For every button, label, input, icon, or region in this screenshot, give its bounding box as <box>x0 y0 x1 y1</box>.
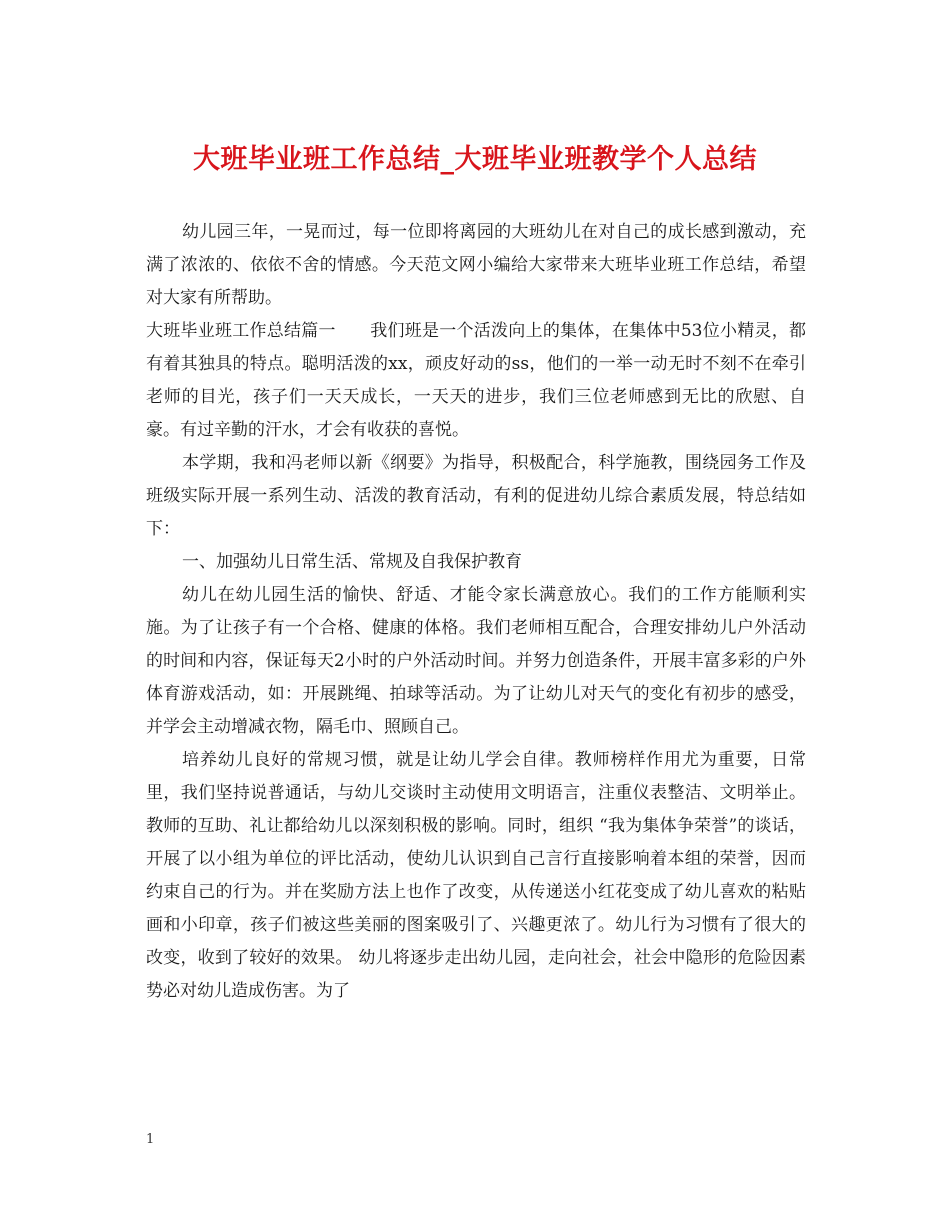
document-title: 大班毕业班工作总结_大班毕业班教学个人总结 <box>193 144 757 175</box>
paragraph-section-one: 大班毕业班工作总结篇一 我们班是一个活泼向上的集体，在集体中53位小精灵，都有着其独具的特点。聪明活泼的xx，顽皮好动的ss，他们的一举一动无时不刻不在牵引老师的目光，孩子们一天天成长，一天天的进步，我们三位老师感到无比的欣慰、自豪。有过辛勤的汗水，才会有收获的喜悦。 <box>146 321 806 440</box>
section-heading: 一、加强幼儿日常生活、常规及自我保护教育 <box>182 552 522 572</box>
document-body <box>146 216 806 1008</box>
paragraph-semester: 本学期，我和冯老师以新《纲要》为指导，积极配合，科学施教，围绕园务工作及班级实际开展一系列生动、活泼的教育活动，有利的促进幼儿综合素质发展，特总结如下： <box>146 453 806 539</box>
paragraph-daily-life: 幼儿在幼儿园生活的愉快、舒适、才能令家长满意放心。我们的工作方能顺利实施。为了让孩子有一个合格、健康的体格。我们老师相互配合，合理安排幼儿户外活动的时间和内容，保证每天2小时的户外活动时间。并努力创造条件，开展丰富多彩的户外体育游戏活动，如：开展跳绳、拍球等活动。为了让幼儿对天气的变化有初步的感受，并学会主动增减衣物，隔毛巾、照顾自己。 <box>146 585 806 737</box>
page-number: 1 <box>146 1132 155 1147</box>
paragraph-intro: 幼儿园三年，一晃而过，每一位即将离园的大班幼儿在对自己的成长感到激动，充满了浓浓的、依依不舍的情感。今天范文网小编给大家带来大班毕业班工作总结，希望对大家有所帮助。 <box>146 222 806 308</box>
paragraph-habits: 培养幼儿良好的常规习惯，就是让幼儿学会自律。教师榜样作用尤为重要，日常里，我们坚持说普通话，与幼儿交谈时主动使用文明语言，注重仪表整洁、文明举止。教师的互助、礼让都给幼儿以深刻积极的影响。同时，组织 “我为集体争荣誉”的谈话，开展了以小组为单位的评比活动，使幼儿认识到自己言行直接影响着本组的荣誉，因而约束自己的行为。并在奖励方法上也作了改变，从传递送小红花变成了幼儿喜欢的粘贴画和小印章，孩子们被这些美丽的图案吸引了、兴趣更浓了。幼儿行为习惯有了很大的改变，收到了较好的效果。 幼儿将逐步走出幼儿园，走向社会，社会中隐形的危险因素势必对幼儿造成伤害。为了 <box>146 750 806 1001</box>
